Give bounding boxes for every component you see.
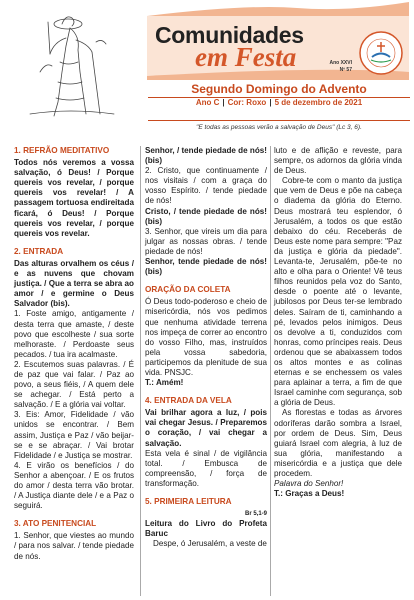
reading-continued-3: As florestas e todas as árvores odoríferas darão sombra a Israel, por ordem de Deus. Sim, Deus guiará Israel com alegria, à luz de sua glória, manifestando a misericórdia e a justiça que dele procedem. xyxy=(274,408,402,478)
entrada-verse-4: 4. E virão os benefícios / do Senhor a abençoar. / E os frutos do amor / desta terra vão brotar. / A Justiça diante dele / e a Paz o seguirá. xyxy=(14,460,134,511)
section-title-entrada: 2. ENTRADA xyxy=(14,246,64,256)
refrao-text: Todos nós veremos a vossa salvação, ó Deus! / Porque quereis vos revelar, / porque quereis vos revelar! / A passagem tortuosa endireitada ficará, ó Deus! / Porque quereis vos revelar, / porque quereis vos revelar. xyxy=(14,158,134,238)
section-title-vela: 4. ENTRADA DA VELA xyxy=(145,396,232,406)
column-1 xyxy=(14,146,134,562)
reading-reference: Br 5,1-9 xyxy=(244,511,267,518)
penitencial-response-1: Senhor, / tende piedade de nós! (bis) xyxy=(145,146,267,166)
ato-penitencial-text: 1. Senhor, que viestes ao mundo / para nos salvar. / tende piedade de nós. xyxy=(14,531,134,561)
entrada-verse-2: 2. Escutemos suas palavras. / É de paz que vai falar. / Paz ao povo, a seus fiéis, / A quem dele se achegar. / Está perto a salvação. / E a glória vai voltar. xyxy=(14,359,134,410)
column-divider xyxy=(140,146,141,596)
liturgy-color: Cor: Roxo xyxy=(227,98,267,107)
vela-text: Esta vela é sinal / de vigilância total. / Embusca de compreensão, / força de transformação. xyxy=(145,448,267,488)
liturgy-meta: Ano C | Cor: Roxo | 5 de dezembro de 2021 xyxy=(195,98,363,107)
pilgrim-sketch-illustration xyxy=(10,2,130,120)
section-title-ato-penitencial: 3. ATO PENITENCIAL xyxy=(14,519,97,529)
liturgy-header xyxy=(148,82,410,107)
sunday-title: Segundo Domingo do Advento xyxy=(191,82,367,96)
reading-start: Despe, ó Jerusalém, a veste de xyxy=(153,539,267,549)
reading-response: T.: Graças a Deus! xyxy=(274,489,345,499)
liturgy-cycle: Ano C xyxy=(195,98,220,107)
header-rule-bottom xyxy=(148,120,410,121)
penitencial-response-2: Cristo, / tende piedade de nós! (bis) xyxy=(145,206,267,226)
masthead-title-line2: em Festa xyxy=(195,42,297,72)
section-title-primeira-leitura: 5. PRIMEIRA LEITURA xyxy=(145,497,232,506)
entrada-verse-3: 3. Eis: Amor, Fidelidade / vão unidos se encontrar. / Bem assim, Justiça e Paz / vão beijar-se e se abraçar. / Vai brotar Fidelidade / e Justiça se mostrar. xyxy=(14,410,134,460)
reading-continued-1: luto e de aflição e reveste, para sempre, os adornos da glória vinda de Deus. xyxy=(274,146,402,176)
vela-refrain: Vai brilhar agora a luz, / pois vai chegar Jesus. / Preparemos o coração, / vai chegar a salvação. xyxy=(145,408,267,448)
entrada-refrain: Das alturas orvalhem os céus / e as nuvens que chovam justiça. / Que a terra se abra ao amor / e germine o Deus Salvador (bis). xyxy=(14,258,134,309)
header-rule-top xyxy=(148,97,410,98)
penitencial-invocation-2: 2. Cristo, que continuamente / nos visitais / com a graça do vosso Espírito. / tende piedade de nós! xyxy=(145,166,267,206)
epigraph: "E todas as pessoas verão a salvação de Deus" (Lc 3, 6). xyxy=(196,124,362,131)
entrada-verse-1: 1. Foste amigo, antigamente / desta terra que amaste, / deste povo que escolheste / sua sorte melhoraste. / Perdoaste seus pecados. / tua ira acalmaste. xyxy=(14,309,134,359)
reading-heading: Leitura do Livro do Profeta Baruc xyxy=(145,519,267,539)
column-divider xyxy=(270,146,271,596)
section-title-refrao: 1. REFRÃO MEDITATIVO xyxy=(14,146,110,155)
penitencial-response-3: Senhor, tende piedade de nós! (bis) xyxy=(145,257,267,277)
oracao-response: T.: Amém! xyxy=(145,378,184,388)
issue-info xyxy=(324,60,352,74)
liturgy-date: 5 de dezembro de 2021 xyxy=(274,98,363,107)
column-2 xyxy=(145,146,267,549)
issue-number: Nº 57 xyxy=(339,67,352,73)
column-3 xyxy=(274,146,402,499)
penitencial-invocation-3: 3. Senhor, que vireis um dia para julgar as nossas obras. / tende piedade de nós! xyxy=(145,226,267,256)
section-title-oracao: ORAÇÃO DA COLETA xyxy=(145,285,231,295)
reading-continued-2: Cobre-te com o manto da justiça que vem de Deus e põe na cabeça o diadema da glória do Eterno. Deus mostrará teu esplendor, ó Jerusalém, a todos os que estão debaixo do céu. Receberás de Deus este nome para sempre: "Paz da justiça e glória da piedade". Levanta-te, Jerusalém, põe-te no alto e olha para o Oriente! Vê teus filhos reunidos pela voz do Santo, desde o poente até o levante, jubilosos por Deus ter-se lembrado deles. Saíram de ti, caminhando a pé, levados pelos inimigos. Deus os devolve a ti, conduzidos com honras, como príncipes reais. Deus ordenou que se abaixassem todos os altos montes e as colinas eternas e se enchessem os vales para aplainar a terra, a fim de que Israel caminhe com segurança, sob a glória de Deus. xyxy=(274,176,402,408)
reading-closing: Palavra do Senhor! xyxy=(274,479,344,489)
archdiocese-seal-logo xyxy=(358,30,404,76)
oracao-text: Ó Deus todo-poderoso e cheio de misericórdia, nós vos pedimos que nenhuma atividade terrena nos impeça de correr ao encontro do vosso Filho, mas, instruídos pela vossa sabedoria, participemos da plenitude de sua vida. PNSJC. xyxy=(145,297,267,377)
issue-year: Ano XXVI xyxy=(329,60,352,66)
masthead-title-line1: Comunidades xyxy=(155,22,304,48)
